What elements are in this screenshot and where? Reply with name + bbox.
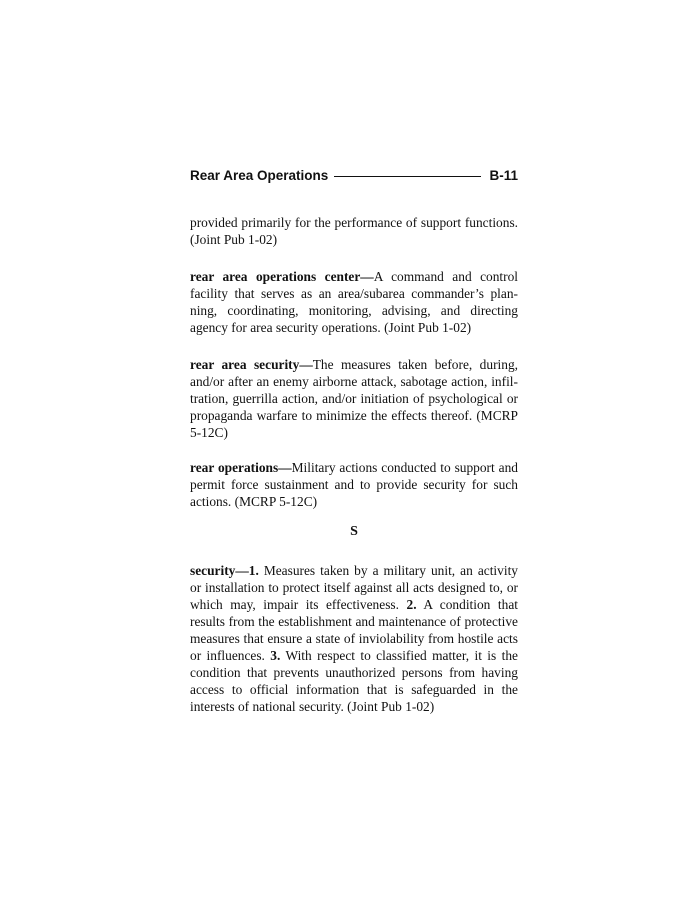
entry-rear-area-security — [190, 356, 518, 441]
running-header — [190, 166, 518, 184]
security-definition-1: Measures taken by a military unit, an activity or installation to protect itself against all acts designed to, or which may, impair its effectiveness. — [190, 563, 518, 612]
continued-definition-text: provided primarily for the performance of support functions. (Joint Pub 1-02) — [190, 215, 518, 247]
page-number: B-11 — [489, 167, 518, 183]
continued-definition — [190, 214, 518, 248]
definition-rear-area-operations-center: A command and control facility that serves as an area/subarea commander’s planning, coordinating, monitoring, advising, and directing agency for area security operations. (Joint Pub 1-02) — [190, 269, 518, 335]
security-definition-2: A condition that results from the establishment and maintenance of protective measures that ensure a state of inviolability from hostile acts or influences. — [190, 597, 518, 663]
security-definition-3: With respect to classified matter, it is the condition that prevents unauthorized persons from having access to official information that is safeguarded in the interests of national security. (Joint Pub 1-02) — [190, 648, 518, 714]
security-number-1: 1. — [248, 563, 259, 578]
security-number-2: 2. — [406, 597, 417, 612]
entry-rear-area-operations-center — [190, 268, 518, 336]
security-number-3: 3. — [270, 648, 281, 663]
section-letter: S — [350, 524, 358, 539]
term-rear-area-security: rear area security— — [190, 357, 313, 372]
definition-rear-area-security: The measures taken before, during, and/or after an enemy airborne attack, sabotage action, infiltration, guerrilla action, and/or initiation of psychological or propaganda warfare to minimize the effects thereof. (MCRP 5-12C) — [190, 357, 518, 440]
entry-rear-operations — [190, 459, 518, 510]
header-rule — [334, 176, 481, 177]
header-title: Rear Area Operations — [190, 167, 329, 183]
entry-security — [190, 562, 518, 715]
term-rear-operations: rear operations— — [190, 460, 292, 475]
definition-rear-operations: Military actions conducted to support and permit force sustainment and to provide security for such actions. (MCRP 5-12C) — [190, 460, 518, 509]
term-rear-area-operations-center: rear area operations center— — [190, 269, 374, 284]
term-security: security— — [190, 563, 249, 578]
